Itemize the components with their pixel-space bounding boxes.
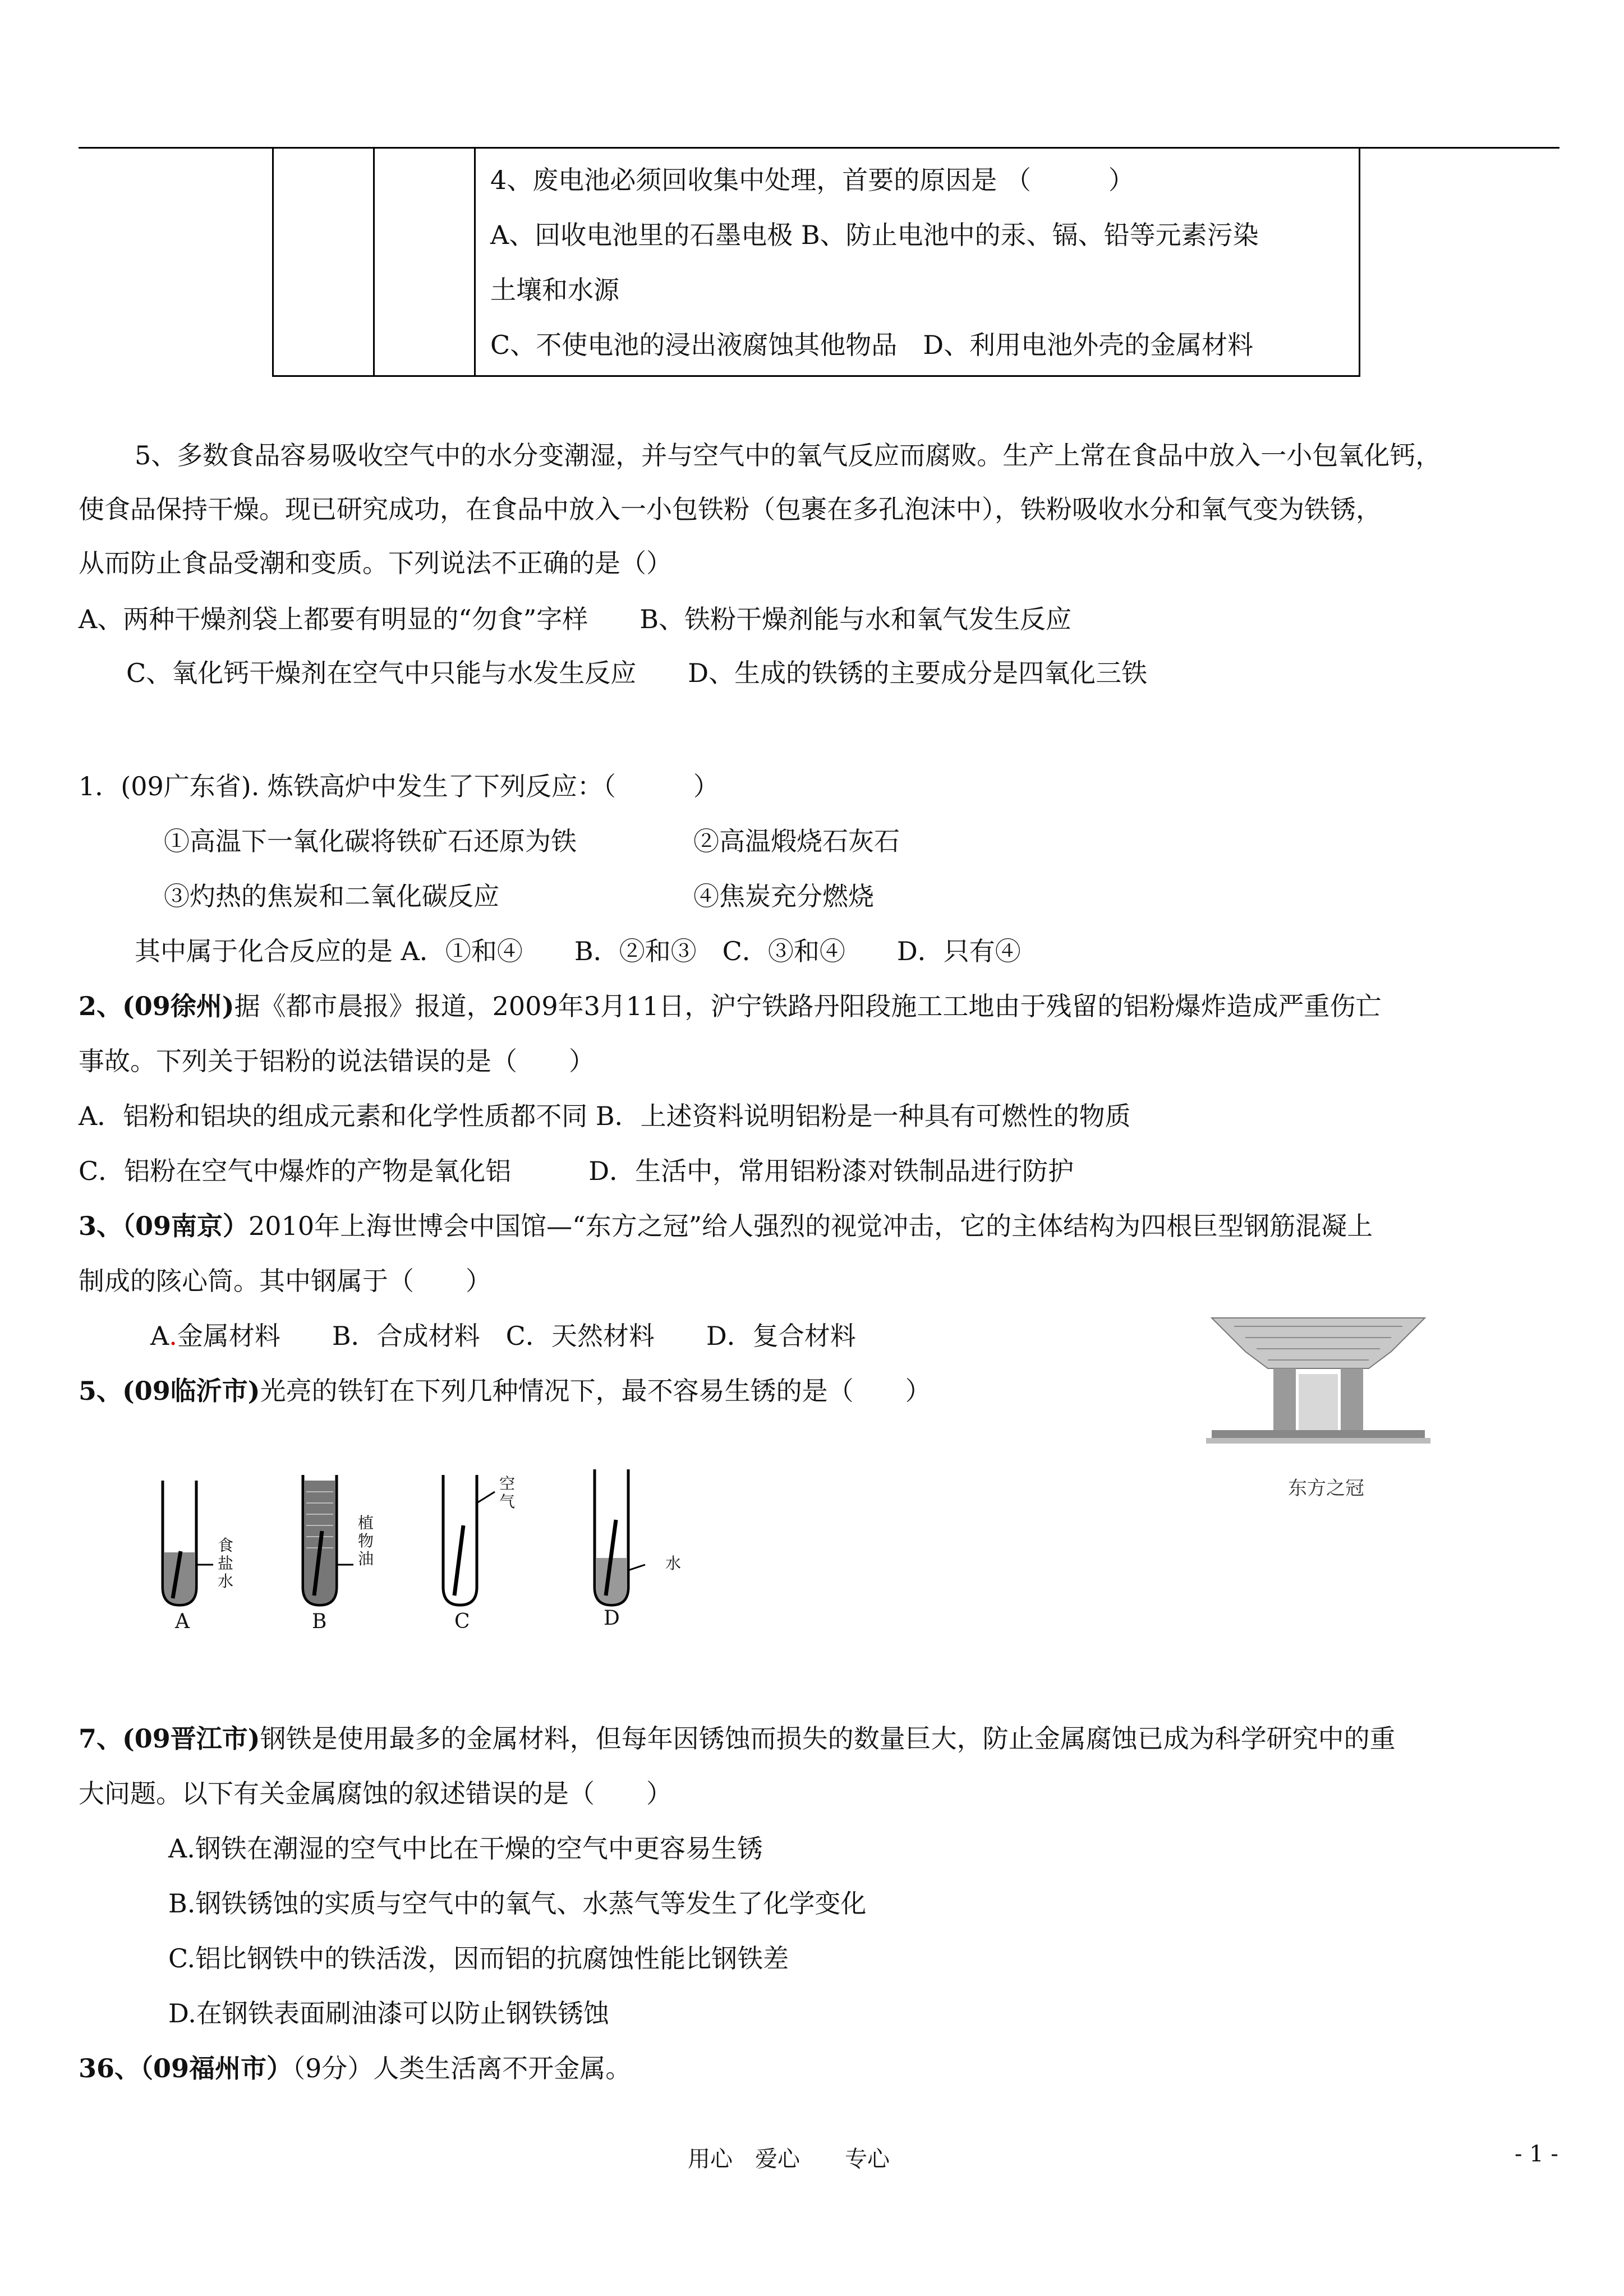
- q7-stem-line-2: 大问题。以下有关金属腐蚀的叙述错误的是（ ）: [79, 1778, 672, 1809]
- q3-options: [150, 1319, 856, 1353]
- page-number: - 1 -: [1515, 2141, 1558, 2167]
- tube-d-letter: D: [604, 1607, 620, 1630]
- test-tube-b: [303, 1475, 353, 1605]
- q7-option-b: B.钢铁锈蚀的实质与空气中的氧气、水蒸气等发生了化学变化: [168, 1888, 867, 1919]
- q4-stem: 4、废电池必须回收集中处理，首要的原因是 （ ）: [490, 165, 1134, 195]
- q3-stem-line-2: 制成的陔心筒。其中钢属于（ ）: [79, 1266, 491, 1296]
- q5b-stem: [79, 1374, 931, 1408]
- q36-stem: [79, 2051, 631, 2085]
- q2-stem-line-1: [79, 989, 1381, 1023]
- q7-stem-text: 钢铁是使用最多的金属材料，但每年因锈蚀而损失的数量巨大，防止金属腐蚀已成为科学研究中的重: [260, 1723, 1396, 1754]
- q5-options-cd: C、氧化钙干燥剂在空气中只能与水发生反应 D、生成的铁锈的主要成分是四氧化三铁: [126, 658, 1148, 688]
- q5-line-3: 从而防止食品受潮和变质。下列说法不正确的是（）: [79, 548, 672, 578]
- footer-motto: 用心 爱心 专心: [688, 2146, 890, 2172]
- q5-line-2: 使食品保持干燥。现已研究成功，在食品中放入一小包铁粉（包裹在多孔泡沫中），铁粉吸收水分和氧气变为铁锈，: [79, 494, 1382, 524]
- table-cell-question-4: [476, 148, 1359, 375]
- q5-line-1: 5、多数食品容易吸收空气中的水分变潮湿，并与空气中的氧气反应而腐败。生产上常在食品中放入一小包氧化钙，: [135, 440, 1442, 471]
- q5-options-ab: A、两种干燥剂袋上都要有明显的“勿食”字样 B、铁粉干燥剂能与水和氧气发生反应: [79, 604, 1072, 634]
- q4-options-ab: A、回收电池里的石墨电极 B、防止电池中的汞、镉、铅等元素污染: [490, 220, 1259, 250]
- tube-b-label: 植物油: [358, 1514, 374, 1568]
- q7-option-a: A.钢铁在潮湿的空气中比在干燥的空气中更容易生锈: [168, 1833, 763, 1864]
- table-cell-empty: [274, 148, 375, 375]
- q7-option-d: D.在钢铁表面刷油漆可以防止钢铁锈蚀: [168, 1998, 609, 2028]
- tube-d-label: 水: [665, 1554, 682, 1573]
- q7-option-c: C.铝比钢铁中的铁活泼，因而铝的抗腐蚀性能比钢铁差: [168, 1943, 789, 1974]
- q2-number: 2、(09徐州): [79, 991, 234, 1021]
- q3-stem-text: 2010年上海世博会中国馆—“东方之冠”给人强烈的视觉冲击，它的主体结构为四根巨型钢筋混凝上: [249, 1211, 1373, 1241]
- tube-b-letter: B: [312, 1610, 327, 1633]
- q5b-number: 5、(09临沂市): [79, 1376, 260, 1406]
- q1-reaction-3: ③灼热的焦炭和二氧化碳反应: [164, 881, 499, 911]
- test-tube-c: [443, 1475, 495, 1605]
- q1-reaction-4: ④焦炭充分燃烧: [693, 881, 874, 911]
- tube-a-letter: A: [175, 1610, 190, 1633]
- q1-options: 其中属于化合反应的是 A．①和④ B．②和③ C．③和④ D．只有④: [135, 936, 1021, 966]
- q2-stem-line-2: 事故。下列关于铝粉的说法错误的是（ ）: [79, 1046, 595, 1076]
- q4-options-ab-cont: 土壤和水源: [490, 275, 619, 305]
- q7-stem-line-1: [79, 1722, 1396, 1755]
- tube-c-label: 空气: [499, 1474, 516, 1511]
- tube-c-letter: C: [454, 1610, 470, 1633]
- q2-options-cd: C．铝粉在空气中爆炸的产物是氧化铝 D．生活中，常用铝粉漆对铁制品进行防护: [79, 1156, 1074, 1186]
- q3-option-a-dot: .: [169, 1321, 177, 1351]
- china-pavilion-image: [1200, 1295, 1436, 1464]
- image-caption: 东方之冠: [1288, 1477, 1364, 1500]
- question-table: [272, 148, 1360, 377]
- table-cell-empty: [375, 148, 476, 375]
- q5b-stem-text: 光亮的铁钉在下列几种情况下，最不容易生锈的是（ ）: [260, 1376, 931, 1406]
- test-tube-d: [595, 1469, 645, 1605]
- q3-options-text: 金属材料 B．合成材料 C．天然材料 D．复合材料: [177, 1321, 856, 1351]
- test-tube-a: [163, 1481, 213, 1605]
- q1-reaction-2: ②高温煅烧石灰石: [693, 826, 900, 856]
- q3-number: 3、（09南京）: [79, 1211, 249, 1241]
- q36-number: 36、（09福州市）: [79, 2053, 293, 2083]
- q36-stem-text: （9分）人类生活离不开金属。: [292, 2053, 632, 2083]
- q1-reaction-1: ①高温下一氧化碳将铁矿石还原为铁: [164, 826, 577, 856]
- q4-options-cd: C、不使电池的浸出液腐蚀其他物品 D、利用电池外壳的金属材料: [490, 330, 1254, 360]
- q2-stem-text: 据《都市晨报》报道，2009年3月11日，沪宁铁路丹阳段施工工地由于残留的铝粉爆炸造成严重伤亡: [234, 991, 1382, 1021]
- q1-stem: 1．(09广东省). 炼铁高炉中发生了下列反应：（ ）: [79, 771, 719, 801]
- q3-option-a-letter: A: [150, 1321, 169, 1351]
- tube-a-label: 食盐水: [218, 1536, 234, 1590]
- q7-number: 7、(09晋江市): [79, 1723, 260, 1754]
- q2-options-ab: A．铝粉和铝块的组成元素和化学性质都不同 B．上述资料说明铝粉是一种具有可燃性的物质: [79, 1101, 1131, 1131]
- q3-stem-line-1: [79, 1209, 1373, 1243]
